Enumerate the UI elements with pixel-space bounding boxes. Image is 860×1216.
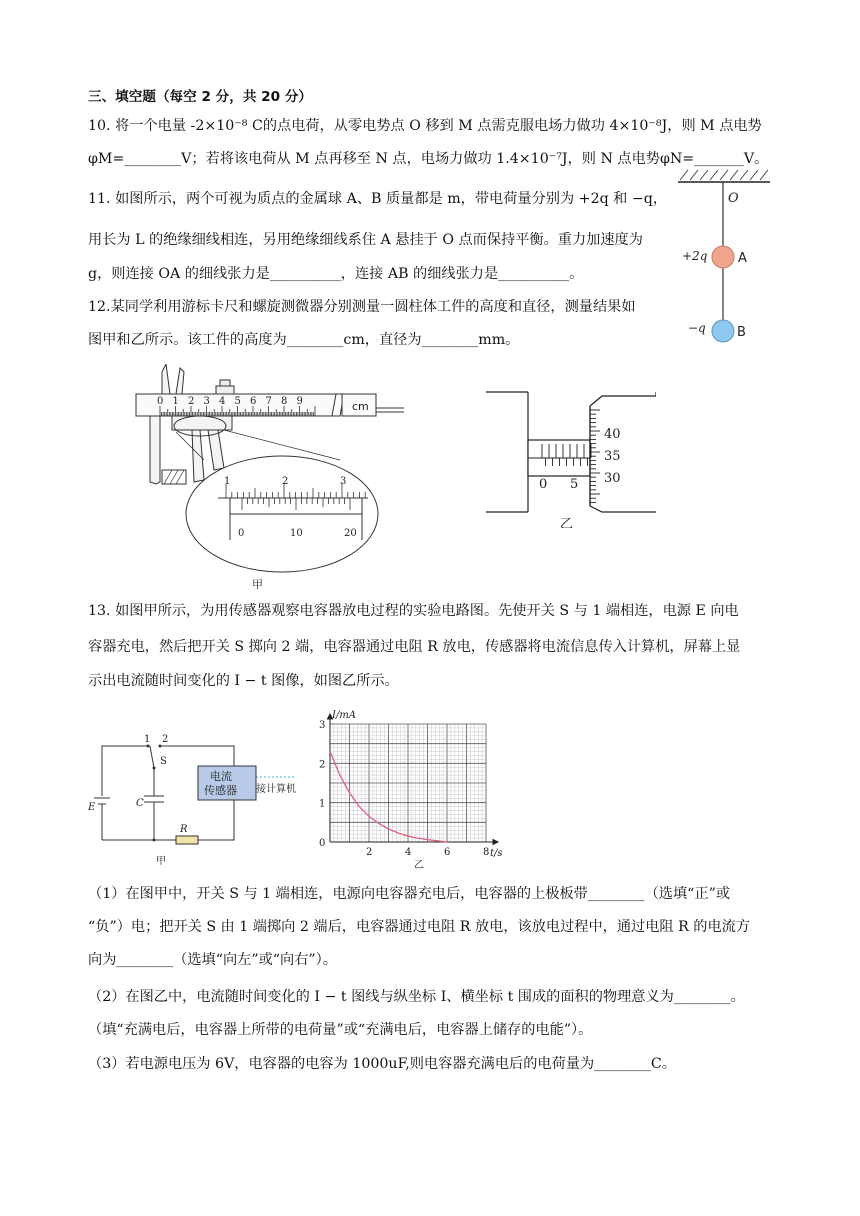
zoom-main-label-3: 3 [340,476,347,487]
chart-y-tick-label: 3 [319,720,326,731]
chart-x-tick-label: 4 [405,847,412,858]
caliper-main-label: 2 [188,396,195,407]
sensor-label-1: 电流 [210,770,232,783]
q13-line1: 13. 如图甲所示，为用传感器观察电容器放电过程的实验电路图。先使开关 S 与 1 端相连，电源 E 向电 [88,603,739,619]
q13-line3: 示出电流随时间变化的 I − t 图像，如图乙所示。 [88,673,399,689]
pendulum-label-A: A [738,251,747,266]
sleeve-label-0: 0 [539,477,548,492]
q12-line1: 12.某同学利用游标卡尺和螺旋测微器分别测量一圆柱体工件的高度和直径，测量结果如 [88,299,636,315]
chart-xlabel: t/s [490,848,503,859]
caliper-main-label: 6 [250,396,257,407]
caliper-main-label: 1 [172,396,179,407]
it-chart [310,706,510,876]
caliper-main-label: 9 [296,396,303,407]
q13-line2: 容器充电，然后把开关 S 掷向 2 端，电容器通过电阻 R 放电，传感器将电流信息传入计算机，屏幕上显 [88,639,741,655]
pendulum-label-B: B [737,325,746,340]
chart-x-tick-label: 6 [444,847,451,858]
battery-label: E [88,802,96,813]
caliper-main-label: 3 [203,396,210,407]
thimble-label-30: 30 [604,471,621,486]
chart-y-tick-label: 0 [319,838,326,849]
terminal-1-label: 1 [144,734,151,745]
zoom-main-label-2: 2 [282,476,289,487]
micrometer-caption: 乙 [560,517,574,528]
q12-line2: 图甲和乙所示。该工件的高度为________cm，直径为________mm。 [88,332,520,348]
q11-line1: 11. 如图所示，两个可视为质点的金属球 A、B 质量都是 m，带电荷量分别为 +2q 和 −q， [88,191,668,207]
resistor-label: R [180,824,188,835]
caliper-main-label: 4 [219,396,226,407]
chart-y-tick-label: 1 [319,798,326,810]
zoom-main-label-1: 1 [224,476,231,487]
vernier-caliper-figure [132,364,412,592]
thimble-label-40: 40 [604,427,621,442]
circuit-figure [86,730,306,870]
pendulum-label-qA: +2q [682,249,708,263]
zoom-vernier-label-20: 20 [344,528,357,539]
chart-x-arrow [493,840,498,845]
sub1-line2: “负”）电；把开关 S 由 1 端掷向 2 端后，电容器通过电阻 R 放电，该放电过程中，通过电阻 R 的电流方 [88,919,751,935]
pendulum-label-qB: −q [688,321,706,335]
q11-line3: g，则连接 OA 的细线张力是__________，连接 AB 的细线张力是__________。 [88,266,584,282]
caliper-caption: 甲 [252,578,263,591]
caliper-main-label: 5 [234,396,241,407]
capacitor-label: C [136,798,144,809]
sub2-line1: （2）在图乙中，电流随时间变化的 I − t 图线与纵坐标 I、横坐标 t 围成的面积的物理意义为________。 [88,989,745,1005]
sensor-label-2: 传感器 [204,784,237,797]
section-title: 三、填空题（每空 2 分，共 20 分） [88,89,313,105]
caliper-main-label: 0 [157,396,164,407]
q11-line2: 用长为 L 的绝缘细线相连，另用绝缘细线系住 A 悬挂于 O 点而保持平衡。重力加速度为 [88,232,643,248]
circuit-caption: 甲 [156,856,166,867]
caliper-main-label: 7 [265,396,272,407]
computer-label: 接计算机 [256,784,296,795]
switch-label: S [160,756,167,767]
zoom-vernier-label-0: 0 [238,528,245,539]
chart-ylabel: I/mA [332,710,357,721]
ball-B [712,320,734,342]
sub1-line1: （1）在图甲中，开关 S 与 1 端相连，电源向电容器充电后，电容器的上极板带________（选填“正”或 [88,886,731,902]
thimble-label-35: 35 [604,449,621,464]
chart-caption: 乙 [414,860,424,871]
pendulum-label-O: O [728,191,739,206]
q10-line1: 10. 将一个电量 -2×10⁻⁸ C的点电荷，从零电势点 O 移到 M 点需克服电场力做功 4×10⁻⁸J，则 M 点电势 [88,118,762,134]
sub2-line2: （填“充满电后，电容器上所带的电荷量”或“充满电后，电容器上储存的电能”）。 [88,1022,593,1038]
zoom-vernier-label-10: 10 [290,528,303,539]
pendulum-figure [670,168,780,348]
terminal-2-label: 2 [162,734,169,745]
chart-x-tick-label: 2 [366,847,373,858]
q10-line2: φM=________V；若将该电荷从 M 点再移至 N 点，电场力做功 1.4×10⁻⁷J，则 N 点电势φN=_______V。 [88,151,769,167]
chart-y-tick-label: 2 [319,759,326,771]
sub1-line3: 向为________（选填“向左”或“向右”）。 [88,952,337,968]
sub3-line: （3）若电源电压为 6V，电容器的电容为 1000uF,则电容器充满电后的电荷量为________C。 [88,1056,676,1072]
caliper-unit: cm [352,400,369,413]
chart-x-tick-label: 8 [483,847,490,858]
ball-A [712,246,734,268]
sleeve-label-5: 5 [570,477,579,492]
micrometer-figure [486,388,656,528]
caliper-main-label: 8 [281,396,288,407]
